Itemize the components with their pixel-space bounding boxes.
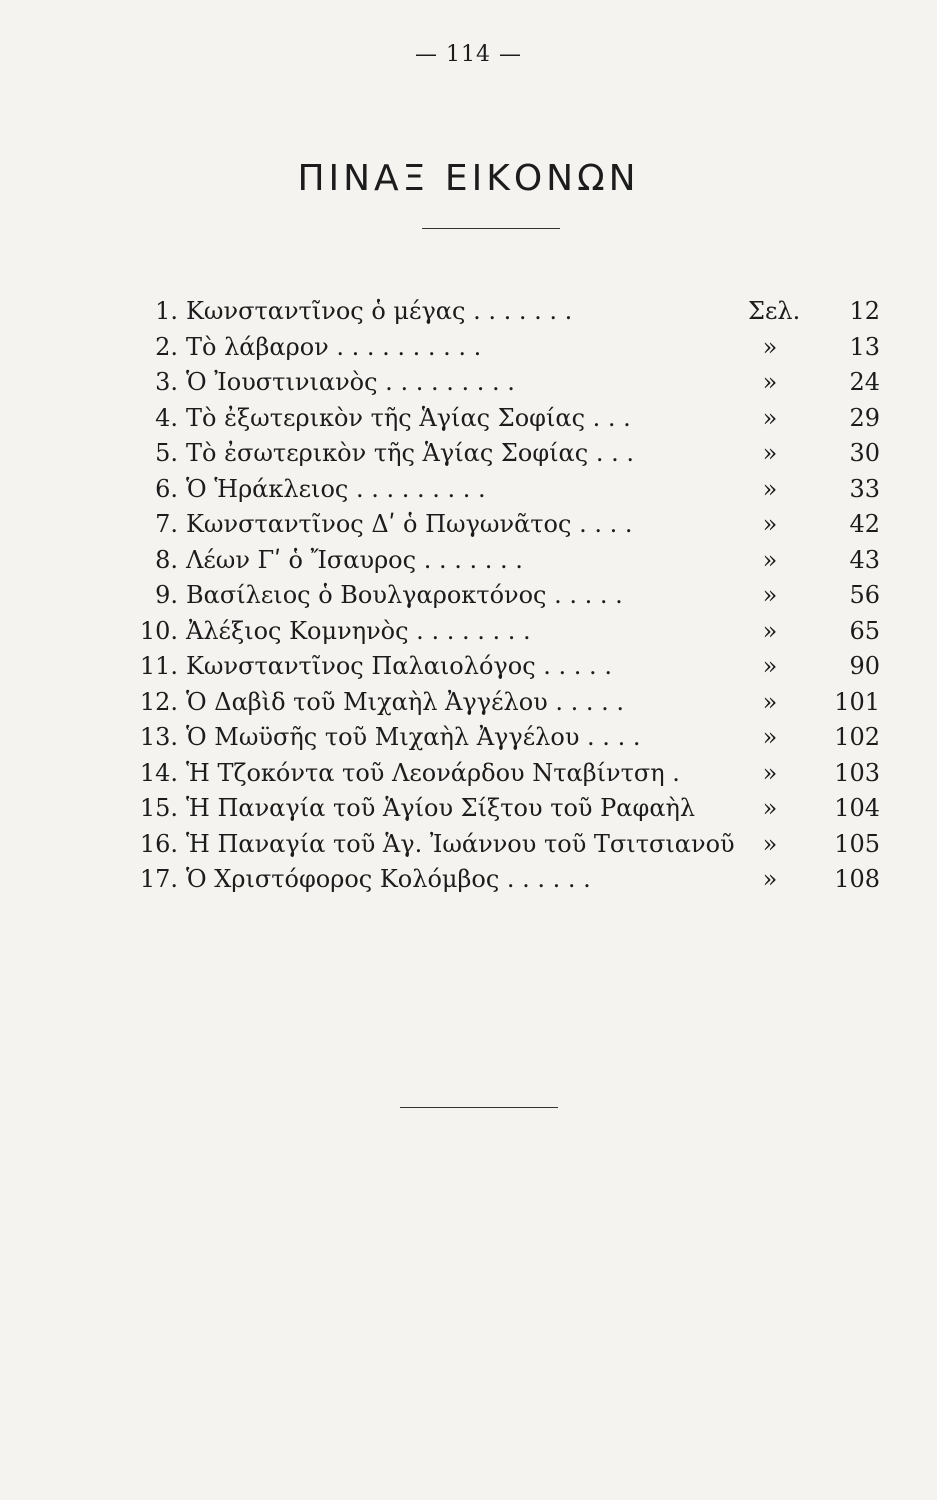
entry-number: 5. — [155, 439, 178, 467]
entry-number: 8. — [155, 545, 178, 574]
entry-number: 9. — [155, 581, 178, 609]
entry-page-number: 65 — [849, 616, 880, 645]
list-of-illustrations — [120, 294, 890, 898]
list-item — [120, 649, 890, 685]
entry-title: Τὸ ἐξωτερικὸν τῆς Ἁγίας Σοφίας . . . — [186, 403, 631, 432]
entry-title: Ὁ Ἡράκλειος . . . . . . . . . — [186, 474, 486, 503]
entry-page-number: 29 — [849, 403, 880, 432]
page-number: — 114 — — [415, 42, 522, 67]
entry-number: 4. — [155, 403, 178, 432]
entry-number: 6. — [155, 474, 178, 503]
entry-page-marker: » — [762, 616, 778, 645]
entry-page-number: 104 — [834, 794, 880, 822]
entry-page-marker: » — [762, 829, 778, 858]
entry-page-marker: » — [762, 865, 778, 893]
list-item — [120, 507, 890, 543]
entry-page-number: 102 — [834, 723, 880, 751]
entry-page-marker: » — [762, 403, 778, 432]
list-item — [120, 720, 890, 756]
entry-page-number: 90 — [849, 652, 880, 680]
list-item — [120, 294, 890, 330]
entry-page-marker: » — [762, 545, 778, 574]
entry-page-number: 24 — [849, 368, 880, 396]
list-item — [120, 614, 890, 650]
bottom-divider — [400, 1107, 558, 1108]
entry-page-marker: » — [762, 510, 778, 538]
entry-title: Βασίλειος ὁ Βουλγαροκτόνος . . . . . — [186, 581, 623, 609]
list-item — [120, 827, 890, 863]
entry-page-number: 13 — [849, 332, 880, 361]
entry-page-number: 30 — [849, 439, 880, 467]
entry-page-number: 101 — [834, 687, 880, 716]
list-item — [120, 578, 890, 614]
entry-page-marker: » — [762, 474, 778, 503]
entry-number: 15. — [139, 794, 178, 822]
entry-number: 16. — [139, 829, 178, 858]
entry-page-number: 12 — [849, 297, 880, 325]
entry-page-marker: » — [762, 652, 778, 680]
list-item — [120, 401, 890, 437]
list-item — [120, 365, 890, 401]
entry-title: Ἡ Παναγία τοῦ Ἁγ. Ἰωάννου τοῦ Τσιτσιανοῦ — [186, 829, 735, 858]
entry-page-number: 42 — [849, 510, 880, 538]
list-item — [120, 543, 890, 579]
entry-number: 13. — [139, 723, 178, 751]
entry-page-marker: » — [762, 794, 778, 822]
list-item — [120, 685, 890, 721]
page-title: ΠΙΝΑΞ ΕΙΚΟΝΩΝ — [297, 158, 640, 199]
entry-number: 3. — [155, 368, 178, 396]
entry-page-marker: » — [762, 758, 778, 787]
entry-number: 11. — [139, 652, 178, 680]
entry-page-marker: » — [762, 332, 778, 361]
entry-title: Λέων Γʹ ὁ Ἴσαυρος . . . . . . . — [186, 545, 523, 574]
top-divider — [422, 228, 560, 229]
entry-page-number: 108 — [834, 865, 880, 893]
list-item — [120, 791, 890, 827]
entry-page-marker: » — [762, 723, 778, 751]
entry-number: 7. — [155, 510, 178, 538]
entry-title: Ἡ Παναγία τοῦ Ἁγίου Σίξτου τοῦ Ραφαὴλ — [186, 794, 696, 822]
list-item — [120, 756, 890, 792]
entry-title: Τὸ ἐσωτερικὸν τῆς Ἁγίας Σοφίας . . . — [186, 439, 634, 467]
entry-page-marker: » — [762, 581, 778, 609]
entry-page-marker: » — [762, 687, 778, 716]
list-item — [120, 330, 890, 366]
entry-page-marker: » — [762, 368, 778, 396]
entry-page-number: 56 — [849, 581, 880, 609]
entry-page-number: 103 — [834, 758, 880, 787]
entry-title: Ὁ Χριστόφορος Κολόμβος . . . . . . — [186, 865, 591, 893]
list-item — [120, 436, 890, 472]
entry-title: Κωνσταντῖνος Παλαιολόγος . . . . . — [186, 652, 612, 680]
entry-page-marker: » — [762, 439, 778, 467]
entry-number: 14. — [139, 758, 178, 787]
entry-title: Ἀλέξιος Κομνηνὸς . . . . . . . . — [186, 616, 531, 645]
entry-page-number: 43 — [849, 545, 880, 574]
entry-title: Τὸ λάβαρον . . . . . . . . . . — [186, 332, 482, 361]
entry-number: 12. — [139, 687, 178, 716]
list-item — [120, 472, 890, 508]
entry-number: 17. — [139, 865, 178, 893]
entry-title: Ἡ Τζοκόντα τοῦ Λεονάρδου Νταβίντση . — [186, 758, 680, 787]
entry-title: Ὁ Δαβὶδ τοῦ Μιχαὴλ Ἀγγέλου . . . . . — [186, 687, 625, 716]
entry-page-number: 105 — [834, 829, 880, 858]
entry-title: Ὁ Ἰουστινιανὸς . . . . . . . . . — [186, 368, 515, 396]
list-item — [120, 862, 890, 898]
entry-page-number: 33 — [849, 474, 880, 503]
entry-title: Κωνσταντῖνος ὁ μέγας . . . . . . . — [186, 297, 573, 325]
entry-number: 10. — [139, 616, 178, 645]
entry-title: Ὁ Μωϋσῆς τοῦ Μιχαὴλ Ἀγγέλου . . . . — [186, 723, 641, 751]
entry-title: Κωνσταντῖνος Δʹ ὁ Πωγωνᾶτος . . . . — [186, 510, 633, 538]
entry-number: 1. — [155, 297, 178, 325]
entry-page-marker: Σελ. — [748, 297, 801, 325]
entry-number: 2. — [155, 332, 178, 361]
